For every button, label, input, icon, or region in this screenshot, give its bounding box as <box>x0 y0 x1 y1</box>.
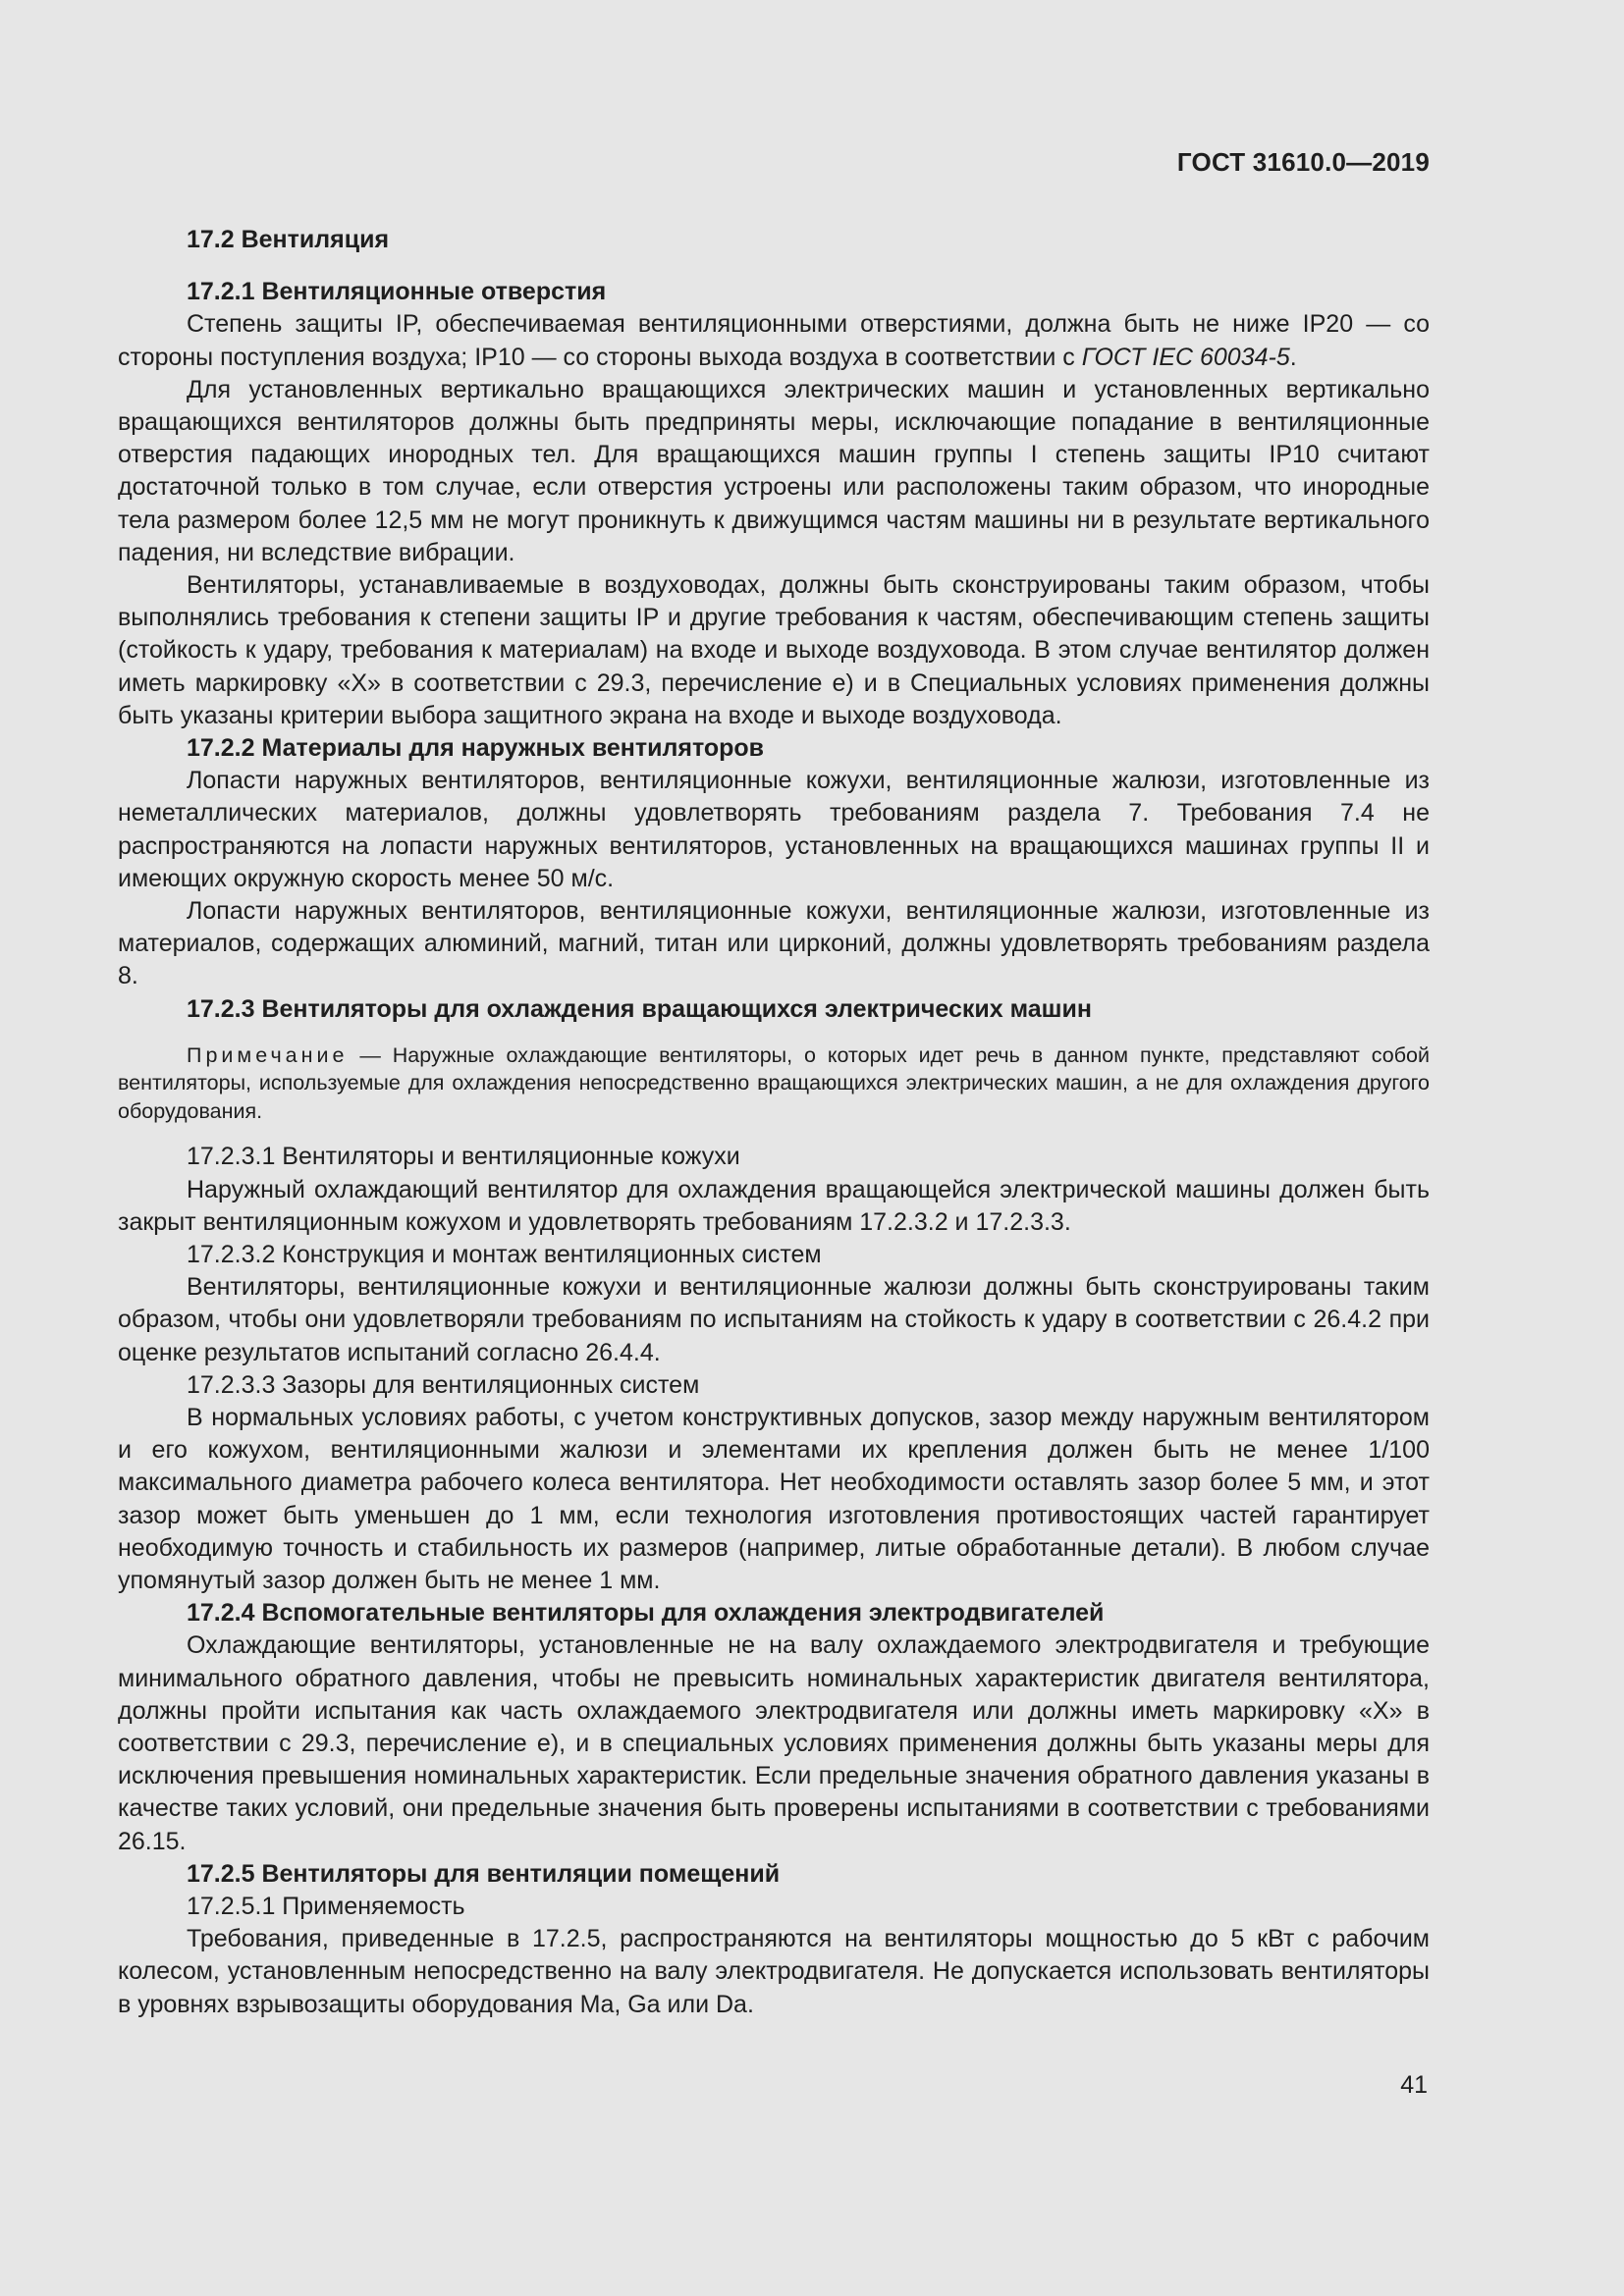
heading-17-2-1: 17.2.1 Вентиляционные отверстия <box>187 278 607 306</box>
document-body <box>118 224 1430 2021</box>
heading-17-2-5-1: 17.2.5.1 Применяемость <box>187 1893 465 1921</box>
page-number: 41 <box>1400 2071 1428 2099</box>
paragraph: Наружный охлаждающий вентилятор для охлаждения вращающейся электрической машины должен быть закрыт вентиляционным кожухом и удовлетворять требованиям 17.2.3.2 и 17.2.3.3. <box>118 1175 1430 1236</box>
paragraph: Лопасти наружных вентиляторов, вентиляционные кожухи, вентиляционные жалюзи, изготовленные из неметаллических материалов, должны удовлетворять требованиям раздела 7. Требования 7.4 не распространяются на лопасти наружных вентиляторов, установленных на вращающихся машинах группы II и имеющих окружную скорость менее 50 м/с. <box>118 767 1430 892</box>
paragraph: Требования, приведенные в 17.2.5, распространяются на вентиляторы мощностью до 5 кВт с рабочим колесом, установленным непосредственно на валу электродвигателя. Не допускается использовать вентиляторы в уровнях взрывозащиты оборудования Ma, Ga или Da. <box>118 1925 1430 2018</box>
heading-17-2-5: 17.2.5 Вентиляторы для вентиляции помещений <box>187 1859 781 1888</box>
standard-reference: ГОСТ IEC 60034-5 <box>1081 343 1290 371</box>
paragraph: Вентиляторы, устанавливаемые в воздуховодах, должны быть сконструированы таким образом, чтобы выполнялись требования к степени защиты IP и другие требования к частям, обеспечивающим степень защиты (стойкость к удару, требования к материалам) на входе и выходе воздуховода. В этом случае вентилятор должен иметь маркировку «X» в соответствии с 29.3, перечисление е) и в Специальных условиях применения должны быть указаны критерии выбора защитного экрана на входе и выходе воздуховода. <box>118 571 1430 729</box>
document-id: ГОСТ 31610.0—2019 <box>1176 147 1430 177</box>
paragraph: Вентиляторы, вентиляционные кожухи и вентиляционные жалюзи должны быть сконструированы таким образом, чтобы они удовлетворяли требованиям по испытаниям на стойкость к удару в соответствии с 26.4.2 при оценке результатов испытаний согласно 26.4.4. <box>118 1273 1430 1366</box>
paragraph: Охлаждающие вентиляторы, установленные не на валу охлаждаемого электродвигателя и требующие минимального обратного давления, чтобы не превысить номинальных характеристик двигателя вентилятора, должны пройти испытания как часть охлаждаемого электродвигателя или должны иметь маркировку «X» в соответствии с 29.3, перечисление е), и в специальных условиях применения должны быть указаны меры для исключения превышения номинальных характеристик. Если предельные значения обратного давления указаны в качестве таких условий, они предельные значения быть проверены испытаниями в соответствии с требованиями 26.15. <box>118 1631 1430 1855</box>
heading-17-2-4: 17.2.4 Вспомогательные вентиляторы для охлаждения электродвигателей <box>187 1599 1105 1628</box>
paragraph-text: . <box>1289 343 1297 371</box>
heading-17-2-3-1: 17.2.3.1 Вентиляторы и вентиляционные кожухи <box>187 1143 740 1171</box>
paragraph: Для установленных вертикально вращающихся электрических машин и установленных вертикально вращающихся вентиляторов должны быть предприняты меры, исключающие попадание в вентиляционные отверстия падающих инородных тел. Для вращающихся машин группы I степень защиты IP10 считают достаточной только в том случае, если отверстия устроены или расположены таким образом, что инородные тела размером более 12,5 мм не могут проникнуть к движущимся частям машины ни в результате вертикального падения, ни вследствие вибрации. <box>118 375 1430 566</box>
heading-17-2: 17.2 Вентиляция <box>187 226 390 253</box>
paragraph <box>118 308 1430 373</box>
note-label: Примечание <box>187 1042 349 1067</box>
note-text: — Наружные охлаждающие вентиляторы, о которых идет речь в данном пункте, представляют собой вентиляторы, используемые для охлаждения непосредственно вращающихся электрических машин, а не для охлаждения другого оборудования. <box>118 1042 1430 1123</box>
paragraph: В нормальных условиях работы, с учетом конструктивных допусков, зазор между наружным вентилятором и его кожухом, вентиляционными жалюзи и элементами их крепления должен быть не менее 1/100 максимального диаметра рабочего колеса вентилятора. Нет необходимости оставлять зазор более 5 мм, и этот зазор может быть уменьшен до 1 мм, если технология изготовления противостоящих частей гарантирует необходимую точность и стабильность их размеров (например, литые обработанные детали). В любом случае упомянутый зазор должен быть не менее 1 мм. <box>118 1404 1430 1595</box>
note <box>118 1041 1430 1126</box>
paragraph: Лопасти наружных вентиляторов, вентиляционные кожухи, вентиляционные жалюзи, изготовленные из материалов, содержащих алюминий, магний, титан или цирконий, должны удовлетворять требованиям раздела 8. <box>118 897 1430 990</box>
heading-17-2-3-3: 17.2.3.3 Зазоры для вентиляционных систем <box>187 1370 700 1399</box>
paragraph-text: Степень защиты IP, обеспечиваемая вентиляционными отверстиями, должна быть не ниже IP20 — со стороны поступления воздуха; IP10 — со стороны выхода воздуха в соответствии с <box>118 310 1430 371</box>
heading-17-2-3: 17.2.3 Вентиляторы для охлаждения вращающихся электрических машин <box>187 994 1092 1023</box>
heading-17-2-2: 17.2.2 Материалы для наружных вентиляторов <box>187 734 765 763</box>
heading-17-2-3-2: 17.2.3.2 Конструкция и монтаж вентиляционных систем <box>187 1240 822 1268</box>
